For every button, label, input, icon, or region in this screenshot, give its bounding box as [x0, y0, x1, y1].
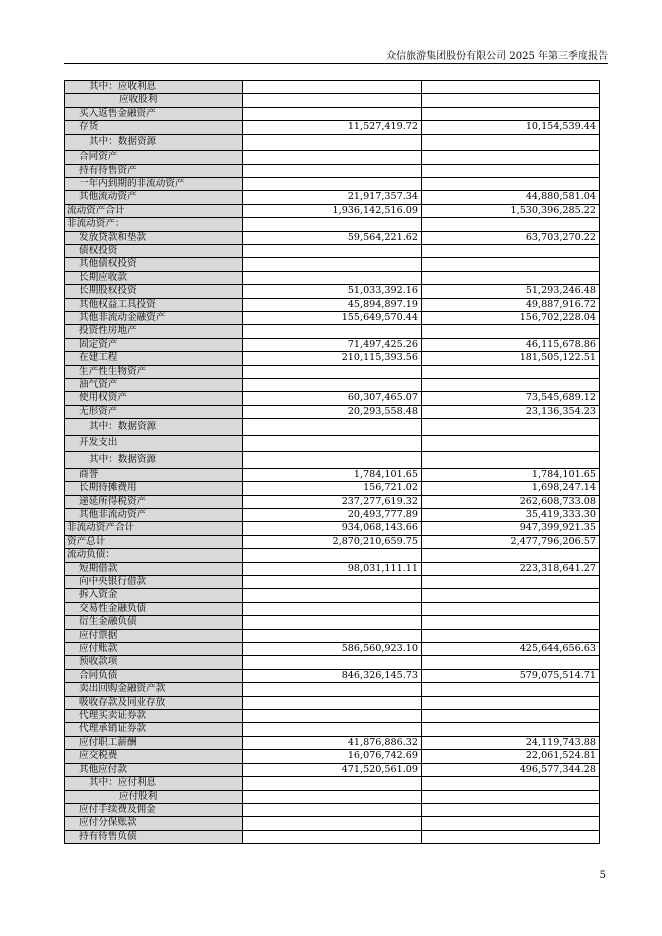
table-row: [65, 107, 600, 120]
row-label: 使用权资产: [65, 392, 243, 405]
table-row: [65, 325, 600, 338]
row-label: 合同负债: [65, 669, 243, 682]
table-row: [65, 508, 600, 521]
period-start-value: [422, 365, 600, 378]
period-end-value: [243, 164, 422, 177]
table-row: [65, 750, 600, 763]
period-end-value: [243, 589, 422, 602]
table-row: [65, 589, 600, 602]
period-end-value: 156,721.02: [243, 482, 422, 495]
table-row: [65, 656, 600, 669]
period-end-value: [243, 777, 422, 790]
table-row: [65, 452, 600, 469]
row-label: 买入返售金融资产: [65, 107, 243, 120]
period-end-value: 237,277,619.32: [243, 495, 422, 508]
table-row: [65, 830, 600, 843]
table-row: [65, 522, 600, 535]
row-label: 油气资产: [65, 379, 243, 392]
period-end-value: [243, 656, 422, 669]
table-row: [65, 495, 600, 508]
period-end-value: [243, 790, 422, 803]
table-row: [65, 298, 600, 311]
balance-sheet-table: [64, 80, 600, 844]
table-row: [65, 352, 600, 365]
row-label: 吸收存款及同业存放: [65, 696, 243, 709]
row-label: 其中：数据资源: [65, 134, 243, 151]
period-end-value: 846,326,145.73: [243, 669, 422, 682]
period-start-value: 73,545,689.12: [422, 392, 600, 405]
row-label: 长期应收款: [65, 271, 243, 284]
row-label: 交易性金融负债: [65, 602, 243, 615]
period-start-value: [422, 452, 600, 469]
period-end-value: [243, 616, 422, 629]
period-start-value: [422, 830, 600, 843]
row-label: 其他非流动资产: [65, 508, 243, 521]
period-start-value: [422, 696, 600, 709]
period-start-value: 23,136,354.23: [422, 405, 600, 418]
period-start-value: [422, 602, 600, 615]
table-row: [65, 602, 600, 615]
period-end-value: [243, 803, 422, 816]
period-end-value: [243, 696, 422, 709]
period-start-value: 44,880,581.04: [422, 191, 600, 204]
period-start-value: [422, 683, 600, 696]
row-label: 存货: [65, 121, 243, 134]
period-end-value: 20,293,558.48: [243, 405, 422, 418]
period-end-value: [243, 94, 422, 107]
period-start-value: 496,577,344.28: [422, 763, 600, 776]
period-start-value: [422, 94, 600, 107]
period-end-value: [243, 271, 422, 284]
row-label: 应付职工薪酬: [65, 736, 243, 749]
period-start-value: [422, 549, 600, 562]
period-end-value: [243, 258, 422, 271]
row-label: 无形资产: [65, 405, 243, 418]
period-end-value: 20,493,777.89: [243, 508, 422, 521]
period-end-value: 155,649,570.44: [243, 312, 422, 325]
row-label: 应付票据: [65, 629, 243, 642]
row-label: 其中：数据资源: [65, 452, 243, 469]
table-row: [65, 204, 600, 217]
period-end-value: 934,068,143.66: [243, 522, 422, 535]
period-end-value: 60,307,465.07: [243, 392, 422, 405]
period-end-value: 2,870,210,659.75: [243, 535, 422, 548]
row-label: 债权投资: [65, 244, 243, 257]
period-start-value: [422, 589, 600, 602]
period-start-value: [422, 419, 600, 436]
table-row: [65, 482, 600, 495]
row-label: 其他权益工具投资: [65, 298, 243, 311]
row-label: 投资性房地产: [65, 325, 243, 338]
table-row: [65, 549, 600, 562]
period-end-value: 16,076,742.69: [243, 750, 422, 763]
period-start-value: 49,887,916.72: [422, 298, 600, 311]
row-label: 合同资产: [65, 151, 243, 164]
row-label: 其他应付款: [65, 763, 243, 776]
period-end-value: [243, 683, 422, 696]
table-row: [65, 777, 600, 790]
row-label: 长期股权投资: [65, 285, 243, 298]
period-start-value: [422, 777, 600, 790]
period-start-value: [422, 134, 600, 151]
table-row: [65, 365, 600, 378]
table-row: [65, 231, 600, 244]
row-label: 资产总计: [65, 535, 243, 548]
period-start-value: 579,075,514.71: [422, 669, 600, 682]
row-label: 持有待售负债: [65, 830, 243, 843]
row-label: 在建工程: [65, 352, 243, 365]
row-label: 代理承销证券款: [65, 723, 243, 736]
row-label: 开发支出: [65, 435, 243, 452]
period-start-value: [422, 164, 600, 177]
period-end-value: 1,936,142,516.09: [243, 204, 422, 217]
period-end-value: [243, 151, 422, 164]
table-row: [65, 616, 600, 629]
row-label: 应付分保账款: [65, 817, 243, 830]
row-label: 商誉: [65, 468, 243, 481]
balance-sheet-body: [65, 81, 600, 844]
period-start-value: [422, 271, 600, 284]
table-row: [65, 736, 600, 749]
row-label: 固定资产: [65, 338, 243, 351]
table-row: [65, 94, 600, 107]
row-label: 持有待售资产: [65, 164, 243, 177]
period-start-value: 24,119,743.88: [422, 736, 600, 749]
table-row: [65, 763, 600, 776]
period-end-value: [243, 576, 422, 589]
period-end-value: [243, 830, 422, 843]
table-row: [65, 669, 600, 682]
page-number: 5: [599, 870, 606, 881]
period-end-value: [243, 435, 422, 452]
table-row: [65, 258, 600, 271]
period-end-value: 71,497,425.26: [243, 338, 422, 351]
period-start-value: [422, 710, 600, 723]
period-start-value: 22,061,524.81: [422, 750, 600, 763]
period-start-value: [422, 616, 600, 629]
table-row: [65, 218, 600, 231]
table-row: [65, 271, 600, 284]
period-start-value: 1,698,247.14: [422, 482, 600, 495]
period-end-value: [243, 452, 422, 469]
row-label: 衍生金融负债: [65, 616, 243, 629]
period-start-value: 425,644,656.63: [422, 643, 600, 656]
row-label: 其他非流动金融资产: [65, 312, 243, 325]
period-start-value: [422, 177, 600, 190]
row-label: 流动资产合计: [65, 204, 243, 217]
report-header-title: 众信旅游集团股份有限公司 2025 年第三季度报告: [386, 51, 608, 62]
row-label: 应付手续费及佣金: [65, 803, 243, 816]
table-row: [65, 803, 600, 816]
table-row: [65, 191, 600, 204]
table-row: [65, 134, 600, 151]
table-row: [65, 177, 600, 190]
row-label: 其中：应付利息: [65, 777, 243, 790]
period-start-value: [422, 435, 600, 452]
table-row: [65, 312, 600, 325]
table-row: [65, 419, 600, 436]
table-row: [65, 468, 600, 481]
period-end-value: [243, 549, 422, 562]
period-end-value: [243, 629, 422, 642]
period-end-value: 45,894,897.19: [243, 298, 422, 311]
table-row: [65, 629, 600, 642]
row-label: 应付股利: [65, 790, 243, 803]
period-start-value: [422, 325, 600, 338]
table-row: [65, 151, 600, 164]
period-start-value: [422, 629, 600, 642]
period-end-value: [243, 177, 422, 190]
row-label: 发放贷款和垫款: [65, 231, 243, 244]
row-label: 拆入资金: [65, 589, 243, 602]
table-row: [65, 244, 600, 257]
row-label: 短期借款: [65, 562, 243, 575]
period-end-value: 51,033,392.16: [243, 285, 422, 298]
period-end-value: 210,115,393.56: [243, 352, 422, 365]
period-start-value: 947,399,921.35: [422, 522, 600, 535]
table-row: [65, 696, 600, 709]
period-end-value: 21,917,357.34: [243, 191, 422, 204]
table-row: [65, 683, 600, 696]
row-label: 生产性生物资产: [65, 365, 243, 378]
period-end-value: 586,560,923.10: [243, 643, 422, 656]
period-start-value: [422, 576, 600, 589]
row-label: 预收款项: [65, 656, 243, 669]
period-start-value: 181,505,122.51: [422, 352, 600, 365]
row-label: 代理买卖证券款: [65, 710, 243, 723]
period-start-value: [422, 81, 600, 94]
table-row: [65, 81, 600, 94]
period-end-value: [243, 81, 422, 94]
period-end-value: [243, 710, 422, 723]
row-label: 非流动资产：: [65, 218, 243, 231]
table-row: [65, 285, 600, 298]
period-start-value: 10,154,539.44: [422, 121, 600, 134]
period-end-value: [243, 218, 422, 231]
period-start-value: 223,318,641.27: [422, 562, 600, 575]
period-start-value: 35,419,333.30: [422, 508, 600, 521]
period-end-value: [243, 817, 422, 830]
table-row: [65, 723, 600, 736]
period-end-value: 41,876,886.32: [243, 736, 422, 749]
row-label: 递延所得税资产: [65, 495, 243, 508]
row-label: 其他流动资产: [65, 191, 243, 204]
table-row: [65, 435, 600, 452]
table-row: [65, 121, 600, 134]
row-label: 其中：应收利息: [65, 81, 243, 94]
period-start-value: 63,703,270.22: [422, 231, 600, 244]
table-row: [65, 535, 600, 548]
period-end-value: [243, 723, 422, 736]
row-label: 一年内到期的非流动资产: [65, 177, 243, 190]
table-row: [65, 790, 600, 803]
table-row: [65, 379, 600, 392]
period-start-value: [422, 817, 600, 830]
period-start-value: [422, 656, 600, 669]
period-start-value: 51,293,246.48: [422, 285, 600, 298]
period-start-value: [422, 218, 600, 231]
period-start-value: 1,530,396,285.22: [422, 204, 600, 217]
period-end-value: 471,520,561.09: [243, 763, 422, 776]
period-end-value: [243, 134, 422, 151]
row-label: 向中央银行借款: [65, 576, 243, 589]
period-start-value: [422, 151, 600, 164]
table-row: [65, 817, 600, 830]
row-label: 长期待摊费用: [65, 482, 243, 495]
period-start-value: [422, 723, 600, 736]
period-end-value: [243, 602, 422, 615]
period-end-value: [243, 419, 422, 436]
row-label: 其他债权投资: [65, 258, 243, 271]
period-end-value: [243, 107, 422, 120]
row-label: 应收股利: [65, 94, 243, 107]
period-start-value: [422, 790, 600, 803]
row-label: 卖出回购金融资产款: [65, 683, 243, 696]
period-end-value: 98,031,111.11: [243, 562, 422, 575]
period-end-value: 1,784,101.65: [243, 468, 422, 481]
table-row: [65, 710, 600, 723]
period-start-value: [422, 244, 600, 257]
period-start-value: 262,608,733.08: [422, 495, 600, 508]
period-start-value: [422, 258, 600, 271]
table-row: [65, 576, 600, 589]
period-start-value: [422, 107, 600, 120]
period-start-value: 46,115,678.86: [422, 338, 600, 351]
period-start-value: 1,784,101.65: [422, 468, 600, 481]
row-label: 其中：数据资源: [65, 419, 243, 436]
period-end-value: [243, 244, 422, 257]
period-start-value: [422, 379, 600, 392]
row-label: 应付账款: [65, 643, 243, 656]
table-row: [65, 562, 600, 575]
period-end-value: 59,564,221.62: [243, 231, 422, 244]
table-row: [65, 392, 600, 405]
period-start-value: [422, 803, 600, 816]
table-row: [65, 338, 600, 351]
row-label: 流动负债：: [65, 549, 243, 562]
period-end-value: [243, 325, 422, 338]
period-end-value: [243, 379, 422, 392]
period-end-value: [243, 365, 422, 378]
table-row: [65, 164, 600, 177]
row-label: 应交税费: [65, 750, 243, 763]
period-start-value: 2,477,796,206.57: [422, 535, 600, 548]
period-end-value: 11,527,419.72: [243, 121, 422, 134]
table-row: [65, 405, 600, 418]
table-row: [65, 643, 600, 656]
row-label: 非流动资产合计: [65, 522, 243, 535]
header-divider: [64, 63, 608, 64]
period-start-value: 156,702,228.04: [422, 312, 600, 325]
